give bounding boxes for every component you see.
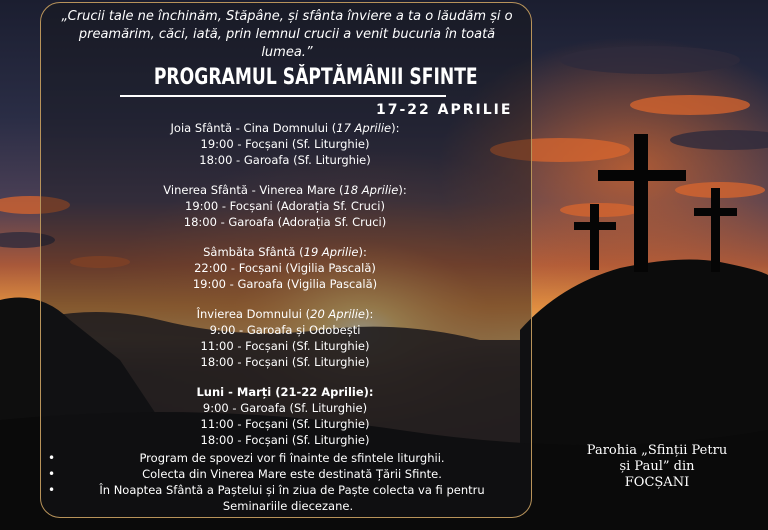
day-title: Joia Sfântă - Cina Domnului (17 Aprilie):	[170, 121, 400, 135]
service-line: 18:00 - Focșani (Sf. Liturghie)	[200, 355, 370, 369]
day-holy-thursday	[80, 120, 490, 168]
day-title: Vinerea Sfântă - Vinerea Mare (18 Aprilie):	[163, 183, 407, 197]
service-line: 11:00 - Focșani (Sf. Liturghie)	[200, 339, 370, 353]
schedule	[80, 120, 490, 462]
day-title: Luni - Marți (21-22 Aprilie):	[196, 385, 374, 399]
note-item: • Program de spovezi vor fi înainte de sfintele liturghii.	[48, 450, 528, 466]
parish-line: FOCȘANI	[624, 475, 690, 490]
parish-line: Parohia „Sfinții Petru	[586, 443, 728, 458]
quote: „Crucii tale ne închinăm, Stăpâne, și sfânta înviere a ta o lăudăm și o preamărim, căci, iată, prin lemnul crucii a venit bucuria în toată lumea.”	[61, 9, 513, 60]
parish-signature	[572, 443, 742, 491]
service-line: 19:00 - Garoafa (Vigilia Pascală)	[192, 277, 378, 291]
service-line: 18:00 - Focșani (Sf. Liturghie)	[200, 433, 370, 447]
title-underline	[120, 95, 446, 97]
note-item: • În Noaptea Sfântă a Paștelui și în ziua de Paște colecta va fi pentru	[48, 482, 528, 498]
service-line: 9:00 - Garoafa (Sf. Liturghie)	[202, 401, 368, 415]
service-line: 19:00 - Focșani (Adorația Sf. Cruci)	[185, 199, 385, 213]
service-line: 22:00 - Focșani (Vigilia Pascală)	[194, 261, 376, 275]
service-line: 18:00 - Garoafa (Adorația Sf. Cruci)	[183, 215, 387, 229]
day-easter-sunday	[80, 306, 490, 370]
day-title: Învierea Domnului (20 Aprilie):	[196, 307, 374, 321]
day-title: Sâmbăta Sfântă (19 Aprilie):	[203, 245, 367, 259]
service-line: 18:00 - Garoafa (Sf. Liturghie)	[199, 153, 371, 167]
service-line: 11:00 - Focșani (Sf. Liturghie)	[200, 417, 370, 431]
day-holy-saturday	[80, 244, 490, 292]
note-item: • Colecta din Vinerea Mare este destinată Țării Sfinte.	[48, 466, 528, 482]
service-line: 19:00 - Focșani (Sf. Liturghie)	[200, 137, 370, 151]
day-easter-monday-tuesday	[80, 384, 490, 448]
page-title: PROGRAMUL SĂPTĂMÂNII SFINTE	[153, 65, 478, 90]
note-item-continuation: Seminariile diecezane.	[222, 499, 354, 513]
week-dates: 17-22 APRILIE	[376, 102, 513, 118]
notes-list	[48, 450, 528, 514]
parish-line: și Paul” din	[619, 459, 695, 474]
service-line: 9:00 - Garoafa și Odobești	[209, 323, 361, 337]
day-good-friday	[80, 182, 490, 230]
